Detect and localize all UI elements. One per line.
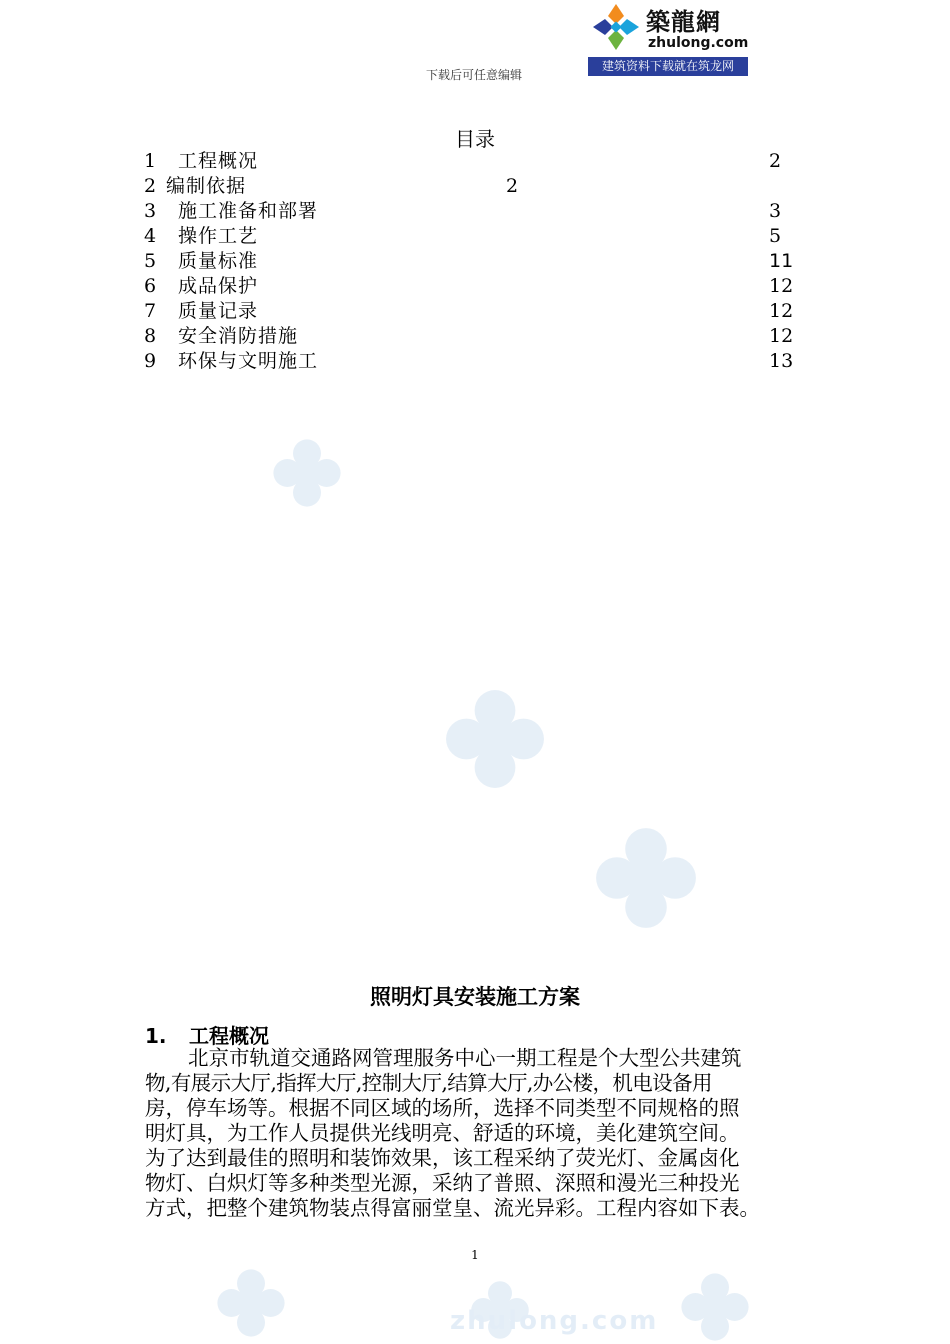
toc-entry — [0, 199, 950, 224]
watermark-text: zhulong.com — [450, 1306, 659, 1336]
toc-entry-page: 2 — [769, 150, 782, 172]
toc-entry-number: 3 — [144, 200, 157, 222]
watermark-flower-icon — [444, 688, 546, 790]
toc-entry-page: 12 — [769, 275, 794, 297]
page-number: 1 — [471, 1248, 479, 1262]
toc-entry-page: 2 — [506, 175, 519, 197]
section-number: 1. — [145, 1024, 167, 1048]
paragraph-line: 北京市轨道交通路网管理服务中心一期工程是个大型公共建筑 — [188, 1046, 742, 1070]
watermark-flower-icon — [594, 826, 698, 930]
toc-entry-number: 9 — [144, 350, 157, 372]
toc-entry-number: 6 — [144, 275, 157, 297]
toc-entry-label: 工程概况 — [178, 150, 259, 172]
toc-entry-number: 4 — [144, 225, 157, 247]
watermark-flower-icon — [272, 438, 342, 508]
toc-entry-label: 安全消防措施 — [178, 325, 299, 347]
toc-entry — [0, 299, 950, 324]
toc-entry-page: 12 — [769, 300, 794, 322]
document-title: 照明灯具安装施工方案 — [370, 985, 580, 1009]
paragraph-line: 房，停车场等。根据不同区域的场所，选择不同类型不同规格的照 — [145, 1096, 740, 1120]
toc-entry-label: 编制依据 — [166, 175, 247, 197]
paragraph-line: 明灯具，为工作人员提供光线明亮、舒适的环境，美化建筑空间。 — [145, 1121, 740, 1145]
toc-entry-label: 施工准备和部署 — [178, 200, 319, 222]
toc-entry — [0, 174, 950, 199]
paragraph-line: 为了达到最佳的照明和装饰效果，该工程采纳了荧光灯、金属卤化 — [145, 1146, 740, 1170]
logo-mark-icon — [591, 2, 641, 52]
toc-entry — [0, 149, 950, 174]
toc-entry-label: 操作工艺 — [178, 225, 259, 247]
section-heading — [145, 1020, 269, 1049]
logo-name: 築龍網 — [646, 8, 721, 36]
logo-domain: zhulong.com — [648, 35, 749, 51]
watermark-flower-icon — [680, 1272, 750, 1342]
toc-entry-page: 11 — [769, 250, 794, 272]
toc-entry — [0, 224, 950, 249]
toc-entry — [0, 349, 950, 374]
toc-entry-label: 质量标准 — [178, 250, 259, 272]
paragraph-line: 方式，把整个建筑物装点得富丽堂皇、流光异彩。工程内容如下表。 — [145, 1196, 760, 1220]
header-note: 下载后可任意编辑 — [426, 68, 523, 82]
watermark-flower-icon — [216, 1268, 286, 1338]
toc-entry-label: 质量记录 — [178, 300, 259, 322]
toc-entry-page: 3 — [769, 200, 782, 222]
toc-entry — [0, 274, 950, 299]
toc-entry-number: 7 — [144, 300, 157, 322]
toc-entry-number: 8 — [144, 325, 157, 347]
toc-entry-page: 13 — [769, 350, 794, 372]
toc-entry-page: 12 — [769, 325, 794, 347]
toc-entry-page: 5 — [769, 225, 782, 247]
section-title: 工程概况 — [189, 1024, 269, 1048]
toc-title: 目录 — [455, 127, 495, 151]
toc-entry — [0, 324, 950, 349]
paragraph-line: 物,有展示大厅,指挥大厅,控制大厅,结算大厅,办公楼，机电设备用 — [145, 1071, 712, 1095]
toc-entry-label: 环保与文明施工 — [178, 350, 319, 372]
toc-entry-label: 成品保护 — [178, 275, 259, 297]
toc-entry-number: 1 — [144, 150, 157, 172]
toc-entry — [0, 249, 950, 274]
toc-entry-number: 2 — [144, 175, 157, 197]
zhulong-logo — [588, 0, 748, 76]
paragraph-line: 物灯、白炽灯等多种类型光源，采纳了普照、深照和漫光三种投光 — [145, 1171, 740, 1195]
toc-entry-number: 5 — [144, 250, 157, 272]
logo-slogan: 建筑资料下载就在筑龙网 — [588, 57, 748, 76]
